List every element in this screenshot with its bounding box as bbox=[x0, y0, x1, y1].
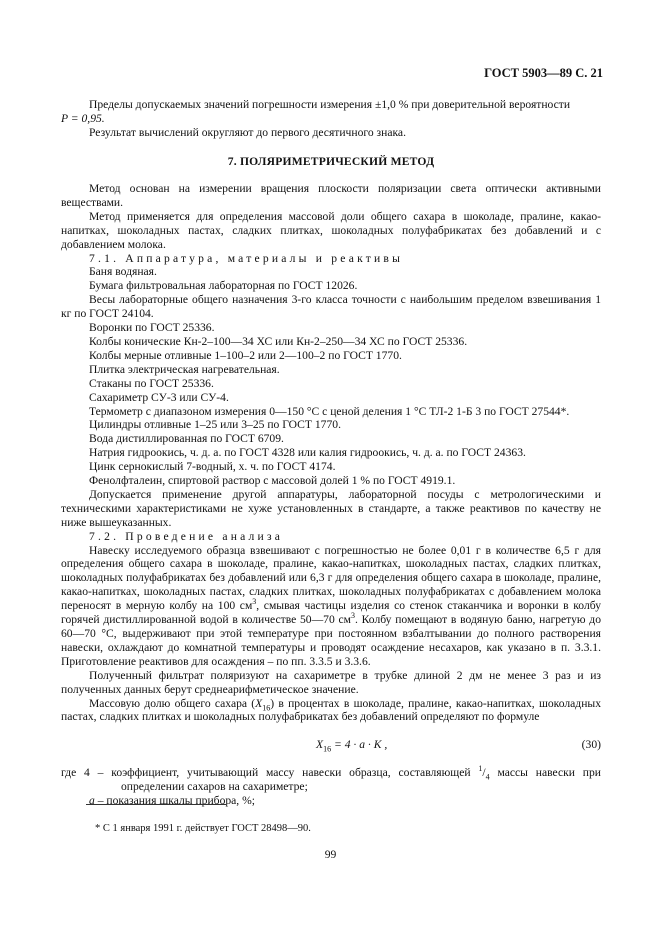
equipment-item: Сахариметр СУ-3 или СУ-4. bbox=[89, 390, 229, 404]
equipment-item: Баня водяная. bbox=[89, 265, 157, 279]
equipment-item: Колбы конические Кн-2–100—34 ХС или Кн-2–250—34 ХС по ГОСТ 25336. bbox=[89, 334, 468, 348]
subsection-72-title: 7.2. Проведение анализа bbox=[89, 529, 284, 543]
filtrate-paragraph: Полученный фильтрат поляризуют на сахариметре в трубке длиной 2 дм не менее 3 раз и из полученных данных берут среднеарифметическое значение. bbox=[61, 668, 601, 696]
equipment-item: Цилиндры отливные 1–25 или 3–25 по ГОСТ 1770. bbox=[89, 418, 341, 432]
equipment-item: Вода дистиллированная по ГОСТ 6709. bbox=[89, 432, 284, 446]
equipment-allowance: Допускается применение другой аппаратуры, лабораторной посуды с метрологическими и техническими характеристиками не хуже установленных в стандарте, а также реактивов по качеству не ниже вышеуказанных. bbox=[61, 487, 601, 529]
mass-fraction-paragraph: Массовую долю общего сахара $(X_{16})$ в процентах в шоколаде, пралине, какао-напитках, шоколадных пастах, сладких плитках и шоколадных полуфабрикатах без добавлений определяют по формуле bbox=[61, 696, 601, 724]
equipment-item: Термометр с диапазоном измерения 0—150 °С с ценой деления 1 °С ТЛ-2 1-Б 3 по ГОСТ 27544*. bbox=[89, 404, 570, 418]
method-principle: Метод основан на измерении вращения плоскости поляризации света оптически активными веществами. bbox=[61, 182, 601, 209]
equipment-item: Колбы мерные отливные 1–100–2 или 2—100–2 по ГОСТ 1770. bbox=[89, 348, 402, 362]
footnote: * С 1 января 1991 г. действует ГОСТ 28498—90. bbox=[95, 823, 311, 834]
equipment-item: Плитка электрическая нагревательная. bbox=[89, 362, 280, 376]
equipment-item: Фенолфталеин, спиртовой раствор с массовой долей 1 % по ГОСТ 4919.1. bbox=[89, 474, 456, 488]
equipment-item: Стаканы по ГОСТ 25336. bbox=[89, 376, 214, 390]
rounding-line: Результат вычислений округляют до первого десятичного знака. bbox=[89, 125, 406, 139]
analysis-procedure: Навеску исследуемого образца взвешивают с погрешностью не более 0,01 г в количестве 6,5 г для определения общего сахара в шоколаде, пралине, какао-напитках, шоколадных пастах, сладких плитках, шоколадных полуфабрикатах без добавлений или 6,3 г для определения общего сахара в шоколаде, пралине, какао-напитках, шоколадных пастах, сладких плитках, шоколадных полуфабрикатах с добавлением молока переносят в мерную колбу на 100 $см^3$, смывая частицы изделия со стенок стаканчика и воронки в колбу горячей дистиллированной водой в количестве 50—70 $см^3$. Колбу помещают в водяную баню, нагретую до 60—70 °С, выдерживают при этой температуре при постоянном взбалтывании до полного растворения навески, охлаждают до комнатной температуры и проводят осаждение несахаров, как указано в п. 3.3.1. Приготовление реактивов для осаждения – по пп. 3.3.5 и 3.3.6. bbox=[61, 543, 601, 668]
formula-expression: $X_{16} = 4 \cdot a \cdot K$ , bbox=[316, 738, 388, 754]
accuracy-line: Пределы допускаемых значений погрешности измерения ±1,0 % при доверительной вероятности bbox=[89, 98, 571, 111]
formula-30 bbox=[61, 738, 601, 752]
where-clause-scale: a – показания шкалы прибора, %; bbox=[89, 794, 255, 808]
section-body bbox=[61, 182, 601, 808]
probability-line: P = 0,95. bbox=[61, 111, 105, 125]
running-header: ГОСТ 5903—89 С. 21 bbox=[484, 66, 603, 80]
intro-block bbox=[61, 98, 601, 140]
footnote-rule bbox=[86, 804, 226, 805]
formula-number: (30) bbox=[581, 738, 601, 752]
equipment-item: Бумага фильтровальная лабораторная по ГОСТ 12026. bbox=[89, 279, 358, 293]
method-scope: Метод применяется для определения массовой доли общего сахара в шоколаде, пралине, какао-напитках, шоколадных пастах, сладких плитках, шоколадных полуфабрикатах без добавлений и с добавлением молока. bbox=[61, 209, 601, 251]
section-title-block bbox=[61, 155, 601, 169]
page-number: 99 bbox=[324, 848, 337, 861]
equipment-item: Цинк сернокислый 7-водный, х. ч. по ГОСТ 4174. bbox=[89, 460, 336, 474]
equipment-item: Воронки по ГОСТ 25336. bbox=[89, 321, 215, 335]
equipment-item: Натрия гидроокись, ч. д. а. по ГОСТ 4328 или калия гидроокись, ч. д. а. по ГОСТ 24363. bbox=[89, 446, 526, 460]
equipment-item: Весы лабораторные общего назначения 3-го класса точности с наибольшим пределом взвешивания 1 кг по ГОСТ 24104. bbox=[61, 293, 601, 321]
section-title: 7. ПОЛЯРИМЕТРИЧЕСКИЙ МЕТОД bbox=[227, 155, 435, 168]
subsection-71-title: 7.1. Аппаратура, материалы и реактивы bbox=[89, 251, 404, 265]
where-clause-coefficient: где 4 – коэффициент, учитывающий массу навески образца, составляющей $^1/_4$ массы навески при определении сахаров на сахариметре; bbox=[61, 764, 601, 794]
